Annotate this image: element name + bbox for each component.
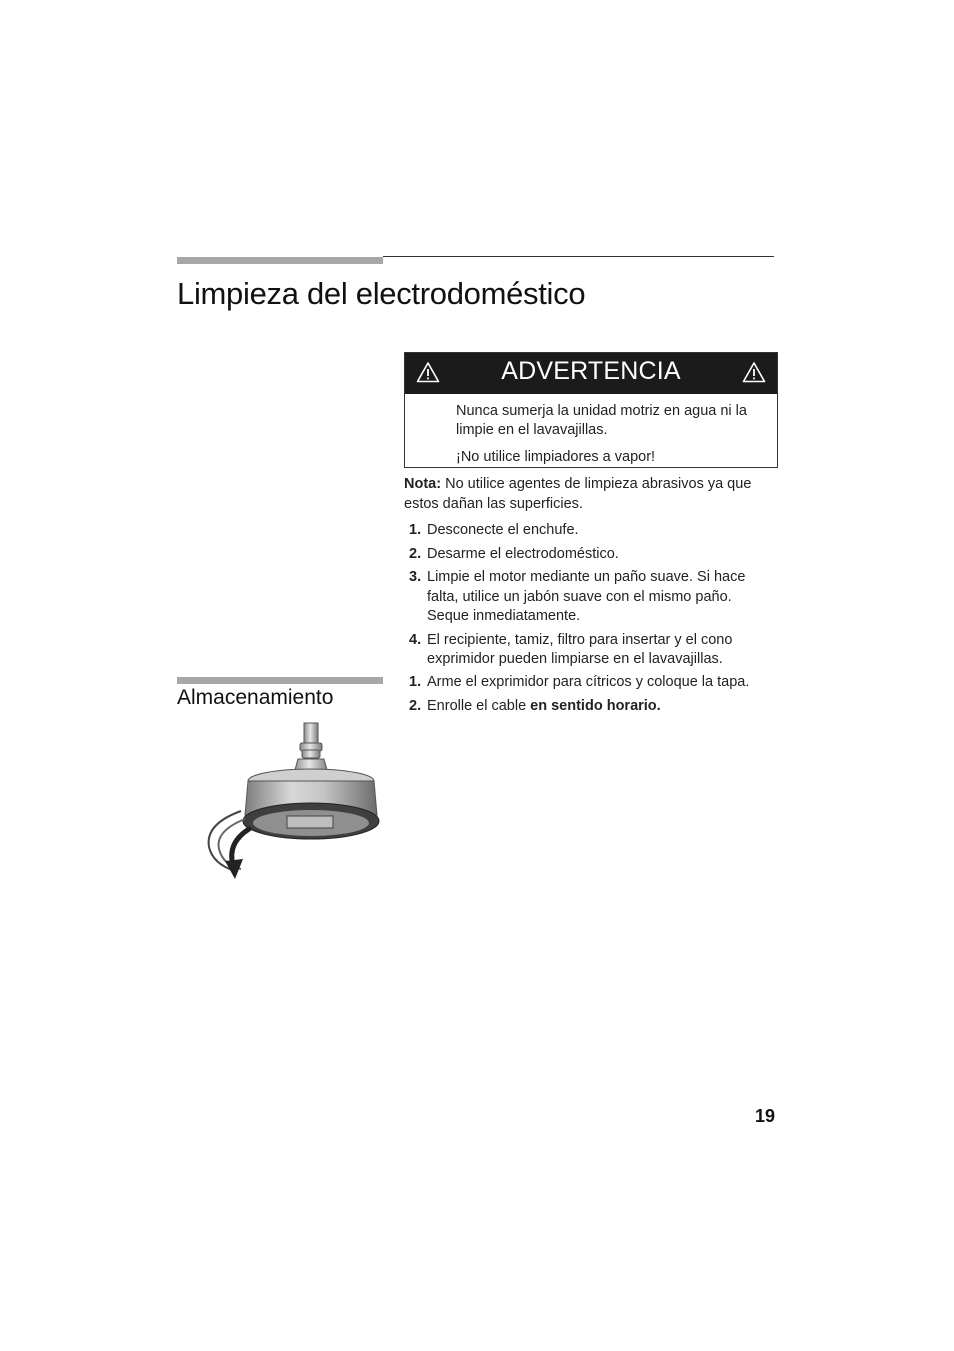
note: [404, 474, 776, 514]
cleaning-steps-list: [404, 521, 776, 674]
step-text: Arme el exprimidor para cítricos y coloque la tapa.: [427, 674, 750, 690]
subsection-rule: [177, 677, 383, 684]
section-rule-thin: [383, 256, 774, 257]
page-number: 19: [754, 1106, 775, 1126]
note-label: Nota:: [404, 476, 442, 492]
storage-steps-list: [404, 673, 776, 720]
step-number: 1.: [409, 522, 422, 538]
step-number: 2.: [409, 697, 422, 714]
warning-text: ¡No utilice limpiadores a vapor!: [456, 449, 656, 465]
page-title: Limpieza del electrodoméstico: [177, 276, 586, 311]
list-item: [404, 521, 776, 541]
note-text: No utilice agentes de limpieza abrasivos ya que estos dañan las superficies.: [404, 476, 752, 512]
warning-body: [456, 402, 756, 467]
step-number: 1.: [409, 674, 422, 690]
step-text: Limpie el motor mediante un paño suave. Si hace falta, utilice un jabón suave con el mismo paño. Seque inmediatamente.: [427, 569, 746, 624]
list-item: [404, 697, 776, 717]
warning-header: [405, 353, 777, 394]
step-text: Desconecte el enchufe.: [427, 522, 579, 538]
warning-box: [404, 352, 778, 468]
list-item: [404, 568, 776, 627]
warning-triangle-icon: [742, 361, 766, 383]
warning-text: Nunca sumerja la unidad motriz en agua ni la limpie en el lavavajillas.: [456, 403, 747, 438]
motor-base-illustration: [177, 719, 383, 889]
list-item: [404, 631, 776, 670]
step-text: Desarme el electrodoméstico.: [427, 545, 619, 562]
warning-title: ADVERTENCIA: [501, 357, 681, 385]
storage-heading: Almacenamiento: [177, 686, 334, 709]
section-rule-thick: [177, 257, 383, 264]
step-emphasis: en sentido horario.: [530, 697, 661, 714]
step-number: 4.: [409, 631, 422, 648]
step-text: Enrolle el cable: [427, 697, 531, 714]
step-number: 2.: [409, 545, 422, 562]
list-item: [404, 545, 776, 565]
step-text: El recipiente, tamiz, filtro para insertar y el cono exprimidor pueden limpiarse en el lavavajillas.: [427, 631, 733, 667]
list-item: [404, 673, 776, 693]
step-number: 3.: [409, 569, 422, 585]
